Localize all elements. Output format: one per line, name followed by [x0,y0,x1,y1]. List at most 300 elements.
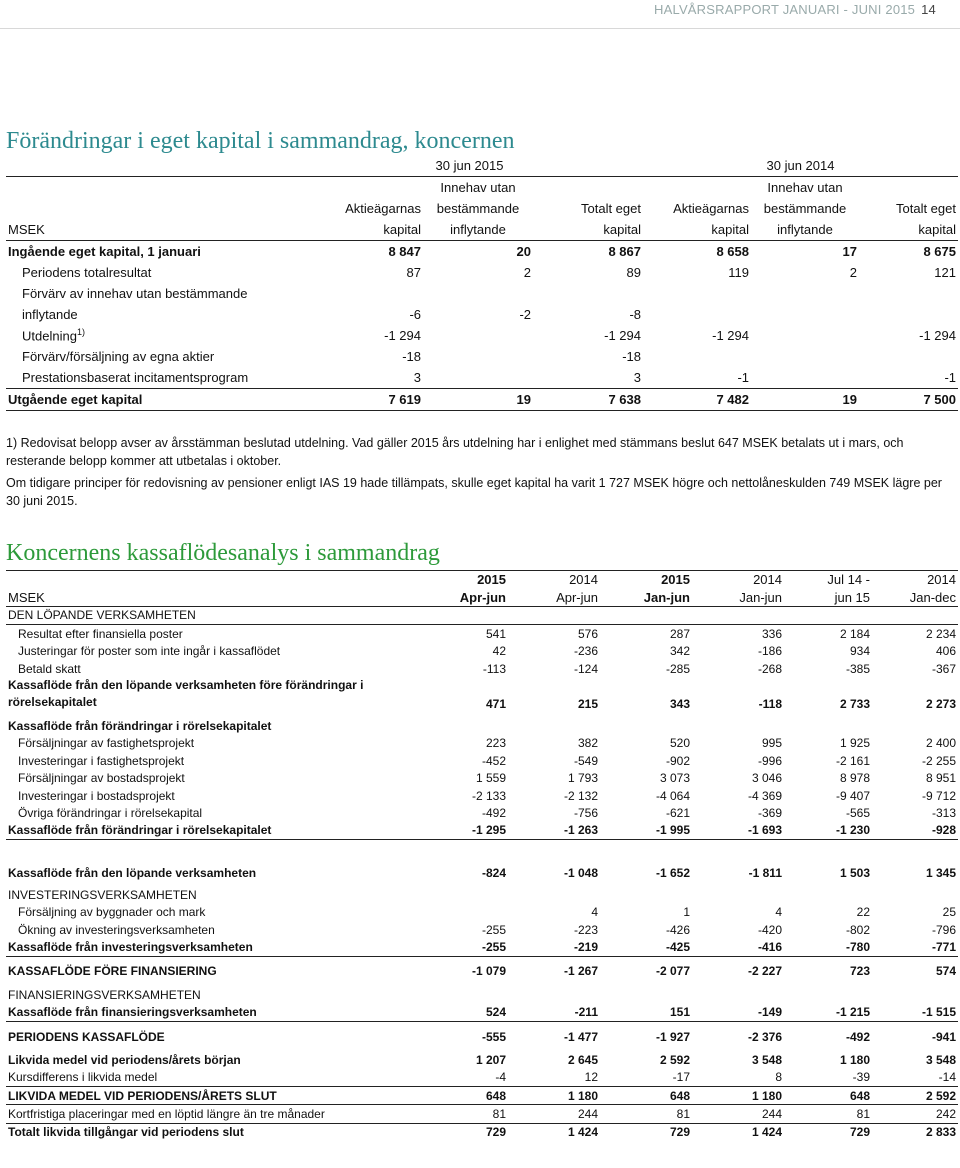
cell-value: 8 [692,1069,784,1087]
table-row [6,963,958,980]
cell-value: -1 079 [471,964,506,979]
cell-value [692,986,784,1003]
cell-value: 1 345 [925,866,956,881]
col-header: 2014 [692,571,784,589]
col-header: kapital [643,219,751,241]
table-row [6,262,958,283]
cell-value [872,717,958,734]
col-header: Jan-jun [692,588,784,606]
cell-value: 81 [600,1105,692,1123]
cell-value: 8 675 [923,244,956,259]
col-header: Innehav utan [767,180,843,195]
table-row [6,903,958,920]
cell-value: -219 [508,938,600,956]
cell-value [410,886,508,903]
col-header: Aktieägarnas [345,201,421,216]
cell-value: 723 [849,964,870,979]
cell-value: -1 267 [563,964,598,979]
cell-value: -149 [692,1003,784,1021]
cell-value: 343 [669,697,690,712]
cell-value [296,283,423,304]
row-label [6,389,296,411]
row-label [6,283,296,304]
table-row [6,1105,958,1123]
row-label: Resultat efter finansiella poster [18,626,183,641]
cell-value: 648 [410,1086,508,1104]
cell-value [643,283,751,304]
cell-value [410,903,508,920]
page-header [654,2,936,17]
cell-value: 223 [485,736,506,751]
cell-value: -1 295 [410,822,508,840]
cell-value: -1 294 [712,328,749,343]
equity-section-title: Förändringar i eget kapital i sammandrag, koncernen [6,128,515,154]
row-label [6,262,296,283]
cell-value: 8 658 [716,244,749,259]
cell-value: -1 927 [655,1029,690,1044]
col-header: inflytande [423,219,533,241]
cell-value: -756 [573,805,598,820]
table-row [6,1003,958,1021]
period-2014: 30 jun 2014 [643,155,958,177]
table-row [6,804,958,821]
cell-value: 1 793 [567,771,598,786]
cell-value: 2 [849,265,857,280]
row-label [6,367,296,389]
cell-value: 4 [775,905,782,920]
cell-value: 7 638 [533,389,643,411]
cell-value: -565 [845,805,870,820]
cell-value: -39 [784,1069,872,1087]
cell-value [872,606,958,624]
table-row [6,938,958,956]
cell-value: -1 995 [600,822,692,840]
row-label: Kassaflöde från den löpande verksamheten [8,866,257,881]
cell-value [751,283,859,304]
row-label: LIKVIDA MEDEL VID PERIODENS/ÅRETS SLUT [6,1086,410,1104]
cell-value: -2 376 [747,1029,782,1044]
col-header: inflytande [751,219,859,241]
cell-value: -4 [410,1069,508,1087]
cell-value [600,606,692,624]
cell-value: -9 407 [835,788,870,803]
cell-value: -4 369 [747,788,782,803]
table-row [6,846,958,880]
cell-value: 8 978 [839,771,870,786]
cell-value [533,283,643,304]
cell-value: 2 234 [925,626,956,641]
cell-value: 2 [523,265,531,280]
table-row [6,304,958,325]
row-label: Kortfristiga placeringar med en löptid längre än tre månader [6,1105,410,1123]
cell-value: -425 [600,938,692,956]
cell-value: 995 [761,736,782,751]
table-row [6,770,958,787]
cell-value: -416 [692,938,784,956]
cell-value: -367 [931,661,956,676]
row-label [6,346,296,367]
footnote-pension: Om tidigare principer för redovisning av pensioner enligt IAS 19 hade tillämpats, skulle eget kapital ha varit 1 727 MSEK högre och nettolåneskulden 749 MSEK lägre per 30 juni 2015. [6,476,942,508]
col-header: kapital [533,219,643,241]
cell-value [784,886,872,903]
cell-value [859,346,958,367]
cell-value: 17 [842,244,857,259]
cell-value: 648 [600,1086,692,1104]
table-row [6,367,958,389]
cell-value: 8 867 [608,244,641,259]
cell-value [508,606,600,624]
cell-value: 729 [849,1125,870,1140]
row-label: Försäljningar av fastighetsprojekt [18,736,195,751]
cell-value: 520 [669,736,690,751]
cell-value: -492 [481,805,506,820]
table-row [6,1069,958,1087]
table-row [6,325,958,346]
cell-value: 1 503 [839,866,870,881]
cell-value: 729 [485,1125,506,1140]
row-label: Totalt likvida tillgångar vid periodens slut [8,1125,244,1140]
table-row [6,1028,958,1045]
cell-value [600,717,692,734]
table-row [6,787,958,804]
cell-value: -420 [757,922,782,937]
cell-value: 19 [423,389,533,411]
cell-value: 2 400 [925,736,956,751]
cell-value: 121 [934,265,956,280]
row-label-text: Utdelning [22,328,77,344]
cell-value: 20 [516,244,531,259]
col-header: Totalt eget [581,201,641,216]
cell-value: 3 548 [751,1052,782,1067]
row-label: Kassaflöde från förändringar i rörelsekapitalet [6,822,410,840]
cell-value: 934 [849,644,870,659]
cell-value: 242 [872,1105,958,1123]
cell-value [643,346,751,367]
cell-value: 342 [669,644,690,659]
col-header: Totalt eget [896,201,956,216]
row-label-text: Förvärv/försäljning av egna aktier [22,349,215,364]
cell-value: 2 733 [839,697,870,712]
cell-value: -255 [410,938,508,956]
cell-value: -796 [931,922,956,937]
cell-value: 2 645 [567,1052,598,1067]
row-label: FINANSIERINGSVERKSAMHETEN [8,987,201,1002]
cell-value: 3 046 [751,771,782,786]
header-divider [0,28,960,29]
row-label: Kassaflöde från förändringar i rörelsekapitalet [8,719,272,734]
cell-value: -2 133 [471,788,506,803]
row-label-text: Kassaflöde från den löpande verksamheten före förändringar i [8,678,364,693]
table-row [6,886,958,903]
row-label [6,677,410,711]
cell-value: 574 [935,964,956,979]
cell-value: -186 [757,644,782,659]
row-label: Övriga förändringar i rörelsekapital [18,805,203,820]
cell-value: -1 230 [784,822,872,840]
cell-value: -8 [629,307,641,322]
cell-value: 215 [577,697,598,712]
row-label: PERIODENS KASSAFLÖDE [8,1029,165,1044]
cell-value: -255 [481,922,506,937]
cell-value: -1 294 [919,328,956,343]
cell-value: -113 [482,661,506,676]
cell-value: -555 [481,1029,506,1044]
report-title: HALVÅRSRAPPORT JANUARI - JUNI 2015 [654,2,916,17]
row-label-text: Utgående eget kapital [8,392,143,407]
cell-value: -1 048 [563,866,598,881]
cell-value: 336 [761,626,782,641]
cell-value: 81 [410,1105,508,1123]
col-header: Aktieägarnas [673,201,749,216]
cell-value: 648 [784,1086,872,1104]
cell-value: -2 161 [835,753,870,768]
col-header: bestämmande [763,201,847,216]
row-label: Ökning av investeringsverksamheten [18,922,215,937]
row-label: DEN LÖPANDE VERKSAMHETEN [6,606,410,624]
cell-value: 7 619 [296,389,423,411]
col-header: 2015 [410,571,508,589]
col-header: 2015 [600,571,692,589]
cell-value: 1 424 [567,1125,598,1140]
table-row [6,1051,958,1068]
row-label: Investeringar i bostadsprojekt [18,788,175,803]
unit-label: MSEK [6,219,296,241]
cell-value: -824 [481,866,506,881]
table-row [6,822,958,840]
cell-value: 89 [626,265,641,280]
row-label-text: Periodens totalresultat [22,265,152,280]
cell-value: -285 [665,661,690,676]
cell-value: -426 [665,922,690,937]
col-header: kapital [859,219,958,241]
cell-value: -2 077 [655,964,690,979]
cell-value: 244 [692,1105,784,1123]
cell-value [784,606,872,624]
cell-value: 2 592 [872,1086,958,1104]
cell-value: -941 [931,1029,956,1044]
col-header: Jul 14 - [784,571,872,589]
footnote-dividend: 1) Redovisat belopp avser av årsstämman beslutad utdelning. Vad gäller 2015 års utdelning har i enlighet med stämmans beslut 647 MSEK betalats ut i mars, och resterande belopp kommer att utbetalas i oktober. [6,436,904,468]
table-row [6,921,958,938]
cell-value: 19 [751,389,859,411]
row-label [6,325,296,346]
cell-value [423,346,533,367]
cell-value: 4 [591,905,598,920]
table-row [6,1086,958,1104]
cell-value: 1 180 [508,1086,600,1104]
cell-value: -621 [665,805,690,820]
table-row [6,606,958,624]
cell-value: -996 [757,753,782,768]
row-label: Kursdifferens i likvida medel [6,1069,410,1087]
cell-value: -1 477 [563,1029,598,1044]
col-header: 2014 [872,571,958,589]
cell-value [751,346,859,367]
cell-value [784,986,872,1003]
table-row [6,1123,958,1141]
row-label-text: Prestationsbaserat incitamentsprogram [22,370,249,385]
cell-value: -236 [573,644,598,659]
cell-value: 2 592 [659,1052,690,1067]
page-number: 14 [921,2,936,17]
cell-value: -492 [845,1029,870,1044]
cell-value [692,886,784,903]
cell-value: -928 [872,822,958,840]
col-header: jun 15 [784,588,872,606]
cell-value: -771 [872,938,958,956]
cell-value: 81 [784,1105,872,1123]
table-row [6,677,958,711]
cell-value: 25 [942,905,956,920]
cell-value: 22 [856,905,870,920]
unit-label: MSEK [6,588,410,606]
row-label: Kassaflöde från investeringsverksamheten [6,938,410,956]
cell-value: -549 [573,753,598,768]
cell-value: -1 811 [748,866,782,881]
table-row [6,241,958,263]
cell-value: -1 294 [384,328,421,343]
row-label [6,241,296,263]
table-row [6,346,958,367]
cell-value: -313 [931,805,956,820]
cell-value: 1 180 [839,1052,870,1067]
cell-value: -18 [622,349,641,364]
cell-value: 287 [669,626,690,641]
cell-value: 576 [577,626,598,641]
cell-value [410,606,508,624]
row-label: Försäljning av byggnader och mark [18,905,206,920]
row-label-text: Förvärv av innehav utan bestämmande [22,286,248,301]
cell-value: -2 255 [921,753,956,768]
cell-value [410,986,508,1003]
row-label: Investeringar i fastighetsprojekt [18,753,185,768]
cell-value [410,717,508,734]
table-row [6,986,958,1003]
period-2015: 30 jun 2015 [296,155,643,177]
cell-value: 42 [492,644,506,659]
cell-value [751,367,859,389]
col-header: 2014 [508,571,600,589]
cell-value: -18 [402,349,421,364]
table-row [6,389,958,411]
cell-value: 8 951 [925,771,956,786]
cell-value [508,886,600,903]
cell-value [784,717,872,734]
table-row [6,660,958,677]
cell-value: -6 [409,307,421,322]
cell-value: -1 215 [784,1003,872,1021]
cell-value [600,986,692,1003]
cell-value: -17 [600,1069,692,1087]
row-label-text: rörelsekapitalet [8,695,97,710]
cell-value [692,717,784,734]
col-header: Apr-jun [410,588,508,606]
cell-value: -14 [872,1069,958,1087]
table-row [6,717,958,734]
cell-value: 1 180 [692,1086,784,1104]
table-row [6,752,958,769]
cell-value: -268 [757,661,782,676]
col-header: Innehav utan [440,180,516,195]
row-label: Kassaflöde från finansieringsverksamheten [6,1003,410,1021]
cell-value: -802 [845,922,870,937]
cell-value: 87 [406,265,421,280]
cell-value: 12 [508,1069,600,1087]
row-label: Justeringar för poster som inte ingår i kassaflödet [18,644,281,659]
cell-value: -1 294 [604,328,641,343]
cell-value: -1 652 [655,866,690,881]
table-row [6,735,958,752]
cell-value [508,986,600,1003]
cell-value: 3 548 [925,1052,956,1067]
col-header: Jan-dec [872,588,958,606]
cell-value: -2 132 [563,788,598,803]
cell-value: 3 [633,370,641,385]
cell-value: -1 515 [872,1003,958,1021]
cell-value [751,325,859,346]
cell-value: 524 [410,1003,508,1021]
cell-value: -2 227 [747,964,782,979]
cell-value: 7 482 [643,389,751,411]
row-label: KASSAFLÖDE FÖRE FINANSIERING [8,964,217,979]
cashflow-section-title: Koncernens kassaflödesanalys i sammandrag [6,540,440,566]
cell-value: 8 847 [388,244,421,259]
cell-value: -1 [737,370,749,385]
col-header: Apr-jun [508,588,600,606]
cell-value: 3 073 [659,771,690,786]
row-label: Försäljningar av bostadsprojekt [18,771,185,786]
cell-value: -118 [758,697,782,712]
cell-value: 7 500 [859,389,958,411]
cell-value: 2 184 [839,626,870,641]
cell-value: 2 273 [925,697,956,712]
cell-value: -452 [481,753,506,768]
cell-value: -223 [573,922,598,937]
row-label-text: Ingående eget kapital, 1 januari [8,244,201,259]
cell-value: 1 559 [475,771,506,786]
cell-value: 3 [413,370,421,385]
cell-value: -9 712 [921,788,956,803]
col-header: kapital [296,219,423,241]
cell-value [859,304,958,325]
row-label: Betald skatt [18,661,81,676]
cell-value: -385 [845,661,870,676]
cell-value: 1 424 [751,1125,782,1140]
cell-value: -780 [784,938,872,956]
cell-value: 119 [728,265,749,280]
col-header: bestämmande [436,201,520,216]
cell-value: -1 263 [508,822,600,840]
cell-value [423,283,533,304]
cell-value: 244 [508,1105,600,1123]
footnote-marker: 1) [76,327,85,338]
cell-value [643,304,751,325]
cell-value [423,367,533,389]
cell-value: 1 [683,905,690,920]
table-row [6,643,958,660]
cell-value: 2 833 [925,1125,956,1140]
row-label: INVESTERINGSVERKSAMHETEN [8,887,197,902]
cell-value: -1 [944,370,956,385]
cell-value: 382 [577,736,598,751]
cell-value [872,986,958,1003]
col-header: Jan-jun [600,588,692,606]
row-label-text: inflytande [22,307,78,322]
cell-value [600,886,692,903]
cell-value: 471 [485,697,506,712]
cell-value: -902 [665,753,690,768]
cell-value: -4 064 [655,788,690,803]
